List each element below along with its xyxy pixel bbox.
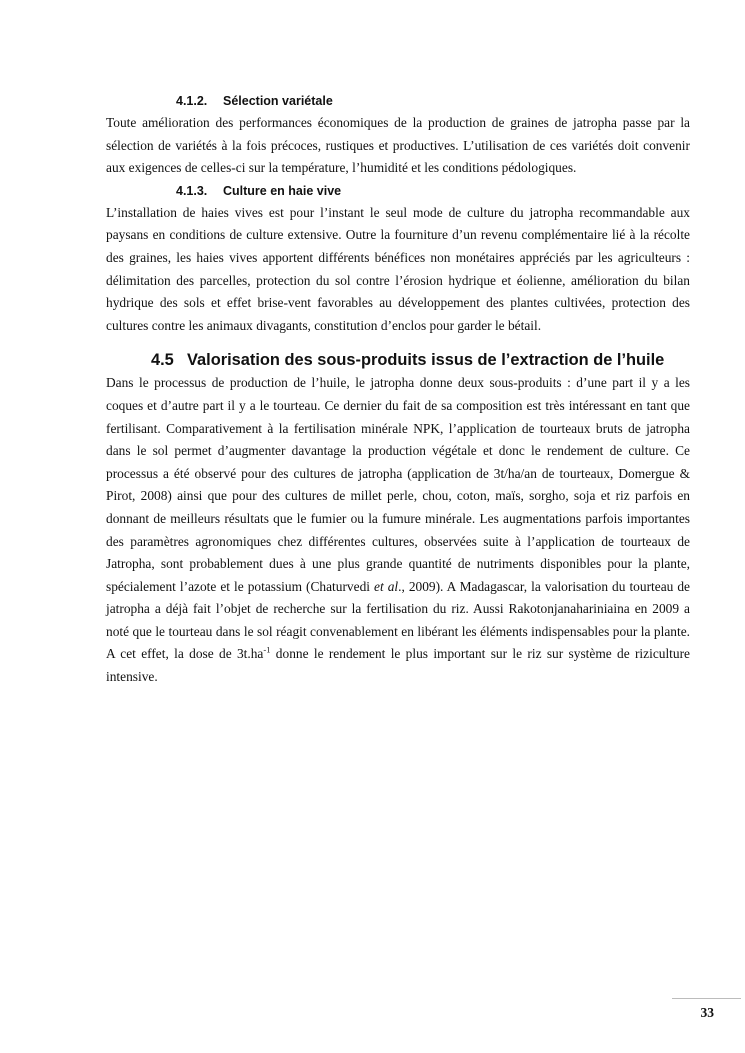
subsection-heading-4-1-3 [106,180,690,202]
subsection-title: Culture en haie vive [223,183,342,198]
unit-superscript: -1 [263,645,271,655]
subsection-number: 4.1.2. [176,94,208,108]
section-heading-4-5 [106,349,690,371]
subsection-heading-4-1-2 [106,90,690,112]
section-title: Valorisation des sous-produits issus de l’extraction de l’huile [187,351,665,370]
paragraph-text-part-3: donne le rendement le plus important sur le riz sur système de riziculture intensive. [106,646,690,685]
paragraph-selection-varietale: Toute amélioration des performances économiques de la production de graines de jatropha passe par la sélection de variétés à la fois précoces, rustiques et productives. L’utilisation de ces variétés doit convenir aux exigences de celles-ci sur la température, l’humidité et les conditions pédologiques. [106,115,690,176]
page-content [106,90,690,689]
paragraph-culture-haie-vive: L’installation de haies vives est pour l’instant le seul mode de culture du jatropha recommandable aux paysans en conditions de culture extensive. Outre la fourniture d’un revenu complémentaire lié à la récolte des graines, les haies vives apportent différents bénéfices non monétaires appréciés par les agriculteurs : délimitation des parcelles, protection du sol contre l’érosion hydrique et éolienne, amélioration du bilan hydrique des sols et effet brise-vent favorables au développement des plantes cultivées, protection des cultures contre les animaux divagants, constitution d’enclos pour garder le bétail. [106,204,690,333]
subsection-number: 4.1.3. [176,183,208,198]
paragraph-text-part-2: ., 2009). A Madagascar, la valorisation du tourteau de jatropha a déjà fait l’objet de recherche sur la fertilisation du riz. Aussi Rakotonjanahariniaina en 2009 a noté que le tourteau dans le sol réagit convenablement en libérant les éléments indispensables pour la plante. A cet effet, la dose de 3t.ha [106,578,690,662]
subsection-title: Sélection variétale [223,94,333,108]
citation-et-al: et al [374,578,399,594]
footer-divider [672,998,741,999]
paragraph-valorisation-sous-produits [106,372,690,688]
page-number: 33 [700,1005,714,1020]
section-number: 4.5 [151,351,174,370]
paragraph-text-part-1: Dans le processus de production de l’huile, le jatropha donne deux sous-produits : d’une part il y a les coques et d’autre part il y a le tourteau. Ce dernier du fait de sa composition est très intéressant en tant que fertilisant. Comparativement à la fertilisation minérale NPK, l’application de tourteaux bruts de jatropha dans le sol permet d’augmenter davantage la production végétale et donc le rendement de culture. Ce processus a été observé pour des cultures de jatropha (application de 3t/ha/an de tourteaux, Domergue & Pirot, 2008) ainsi que pour des cultures de millet perle, chou, coton, maïs, sorgho, soja et riz parfois en donnant de meilleurs résultats que le fumier ou la fumure minérale. Les augmentations parfois importantes des paramètres agronomiques chez différentes cultures, observées suite à l’application de tourteaux de Jatropha, sont probablement dues à une plus grande quantité de nutriments disponibles pour la plante, spécialement l’azote et le potassium (Chaturvedi [106,375,690,594]
